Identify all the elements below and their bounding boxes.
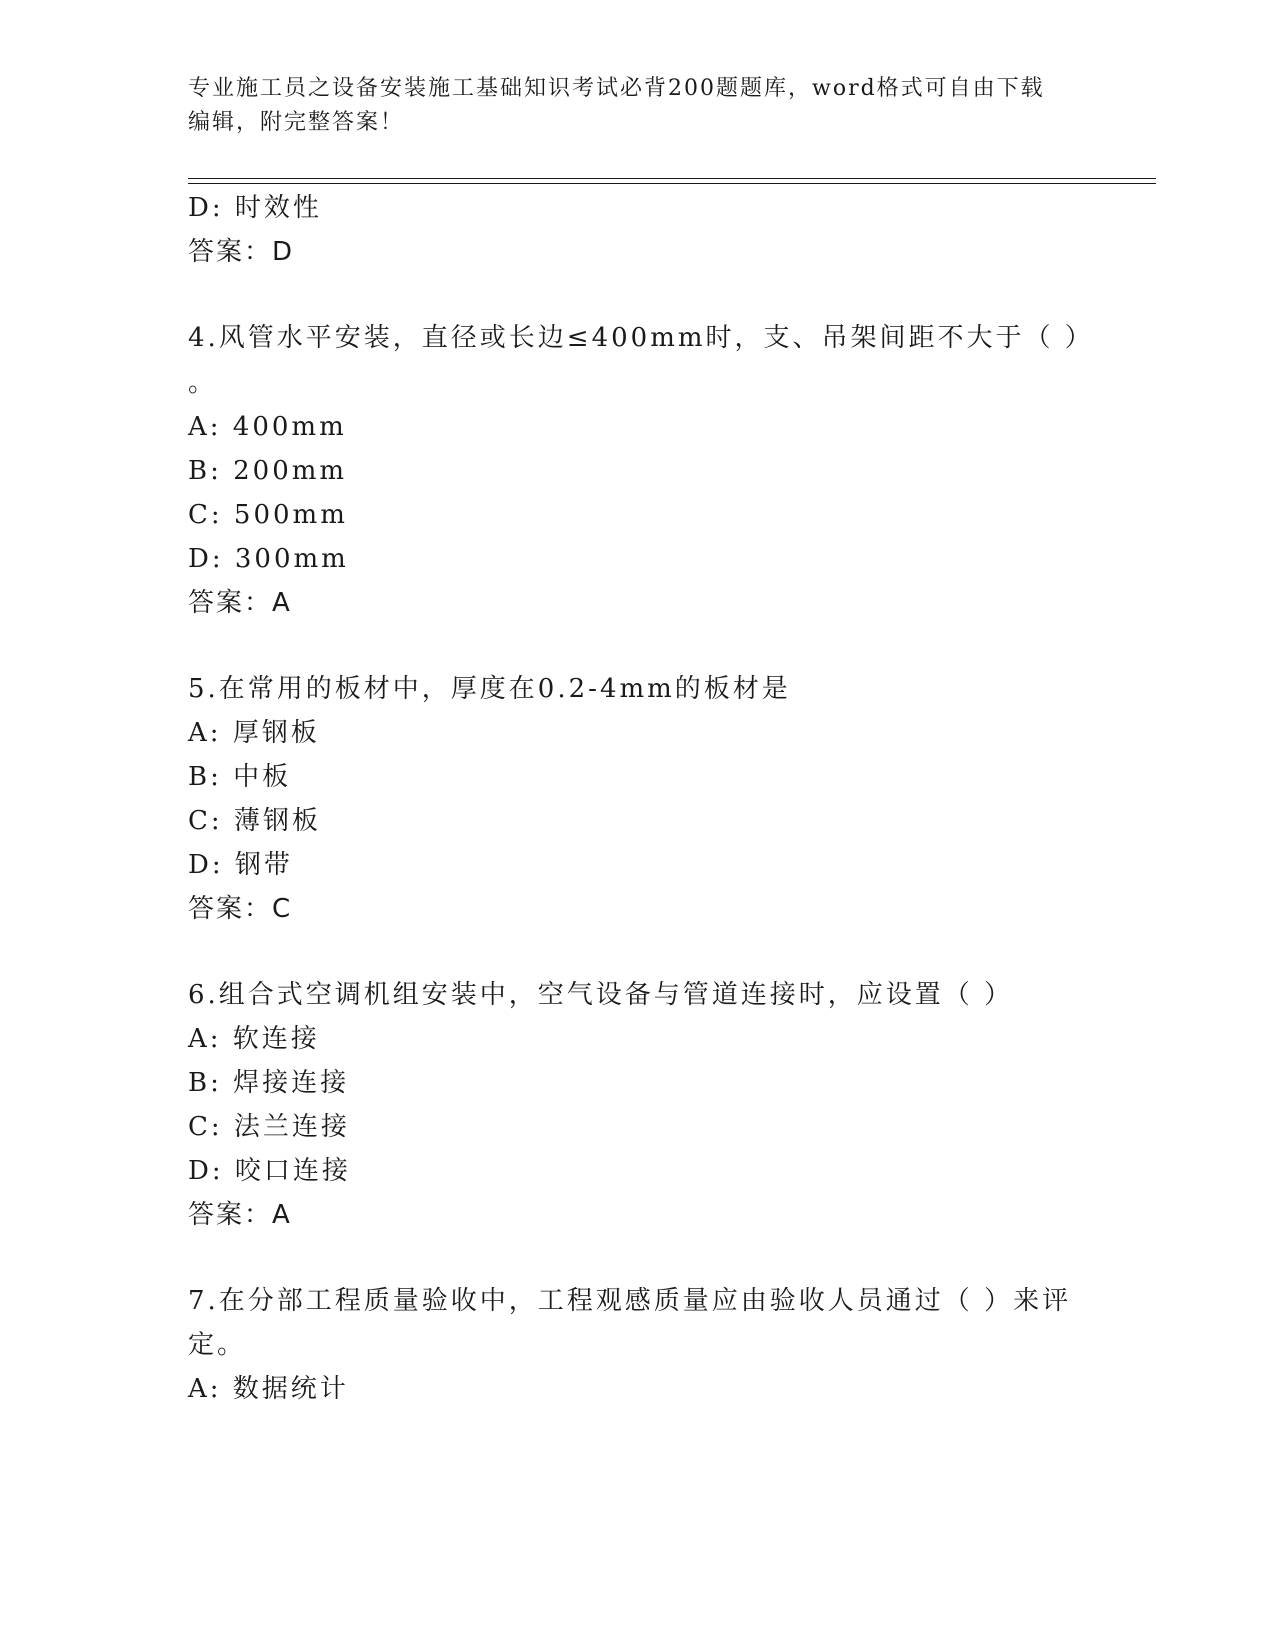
- header-divider-top: [188, 178, 1156, 179]
- q4-answer: 答案：A: [188, 588, 292, 618]
- q5-option-c: C: 薄钢板: [188, 806, 321, 836]
- q5-option-a: A: 厚钢板: [188, 718, 320, 748]
- q6-stem-line1: 6.组合式空调机组安装中，空气设备与管道连接时，应设置（ ）: [188, 980, 1014, 1010]
- q6-option-a: A: 软连接: [188, 1024, 320, 1054]
- q3-option-d: D: 时效性: [188, 193, 322, 223]
- header-title-line1: 专业施工员之设备安装施工基础知识考试必背200题题库，word格式可自由下载: [188, 76, 1045, 101]
- q7-option-a: A: 数据统计: [188, 1374, 349, 1404]
- q4-option-c: C: 500mm: [188, 500, 348, 530]
- q5-option-d: D: 钢带: [188, 850, 293, 880]
- document-header: [188, 72, 1088, 140]
- q7-stem-line1: 7.在分部工程质量验收中，工程观感质量应由验收人员通过（ ）来评: [188, 1286, 1072, 1316]
- q7-stem-line2: 定。: [188, 1330, 247, 1360]
- q3-answer: 答案：D: [188, 237, 295, 267]
- q4-option-d: D: 300mm: [188, 544, 349, 574]
- q6-option-b: B: 焊接连接: [188, 1068, 350, 1098]
- q5-answer: 答案：C: [188, 894, 293, 924]
- q6-option-d: D: 咬口连接: [188, 1156, 351, 1186]
- q4-stem-line1: 4.风管水平安装，直径或长边≤400mm时，支、吊架间距不大于（ ）: [188, 323, 1094, 353]
- q4-stem-line2: 。: [188, 368, 218, 398]
- header-divider-bottom: [188, 183, 1156, 184]
- q6-answer: 答案：A: [188, 1200, 292, 1230]
- q6-option-c: C: 法兰连接: [188, 1112, 350, 1142]
- q5-option-b: B: 中板: [188, 762, 292, 792]
- q4-option-a: A: 400mm: [188, 412, 347, 442]
- q5-stem-line1: 5.在常用的板材中，厚度在0.2-4mm的板材是: [188, 674, 791, 704]
- header-title-line2: 编辑，附完整答案！: [188, 110, 405, 135]
- q4-option-b: B: 200mm: [188, 456, 348, 486]
